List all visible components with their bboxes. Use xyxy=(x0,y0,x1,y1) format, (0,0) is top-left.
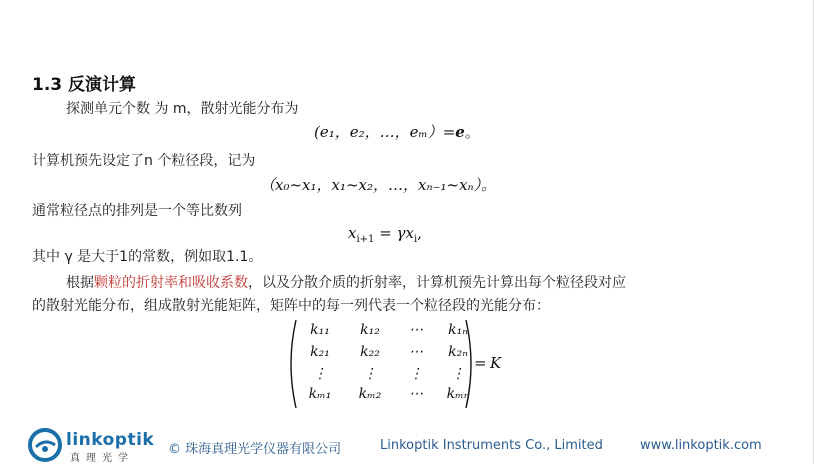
matrix-cell: ⋯ xyxy=(409,322,423,338)
matrix-cell: ⋮ xyxy=(313,366,327,382)
matrix-cell: k₁₂ xyxy=(360,322,380,338)
matrix-cell: k₂₂ xyxy=(360,344,380,360)
brand-subtitle: 真理光学 xyxy=(70,453,134,464)
energy-vector-end: 。 xyxy=(464,123,480,141)
paragraph-detector-count: 探测单元个数 为 m，散射光能分布为 xyxy=(66,101,299,117)
matrix-cell: ⋯ xyxy=(409,386,423,402)
paragraph-gamma: 其中 γ 是大于1的常数，例如取1.1。 xyxy=(32,249,263,265)
paragraph-size-bins: 计算机预先设定了n 个粒径段，记为 xyxy=(32,153,256,169)
paragraph-refractive xyxy=(66,272,626,292)
geometric-lhs-sub: i+1 xyxy=(356,234,375,245)
brand-name: linkoptik xyxy=(66,430,155,450)
paragraph-matrix-intro: 的散射光能分布，组成散射光能矩阵，矩阵中的每一列代表一个粒径段的光能分布： xyxy=(32,298,550,314)
energy-vector-text: (e₁，e₂，…，eₘ）= xyxy=(314,123,456,141)
equation-geometric xyxy=(348,224,422,245)
geometric-end: , xyxy=(417,224,422,242)
geometric-lhs: x xyxy=(348,224,357,242)
energy-vector-symbol: e xyxy=(455,123,465,141)
matrix-cell: k₂₁ xyxy=(310,344,330,360)
matrix-cell: kₘ₁ xyxy=(308,386,332,402)
equation-size-bins: （x₀~x₁，x₁~x₂，…，xₙ₋₁~xₙ）。 xyxy=(260,176,497,194)
refractive-prefix: 根据 xyxy=(66,275,94,291)
matrix-cell: kₘ₂ xyxy=(358,386,382,402)
paragraph-geometric-series: 通常粒径点的排列是一个等比数列 xyxy=(32,203,242,219)
matrix-symbol: K xyxy=(490,354,502,372)
section-title: 1.3 反演计算 xyxy=(32,75,137,95)
matrix-cell: ⋮ xyxy=(363,366,377,382)
matrix-cell: k₁₁ xyxy=(310,322,330,338)
matrix-cell: ⋮ xyxy=(451,366,465,382)
linkoptik-logo-icon xyxy=(28,428,62,462)
footer xyxy=(0,428,814,464)
geometric-rhs-sub: i xyxy=(413,234,418,245)
copyright: © 珠海真理光学仪器有限公司 xyxy=(168,442,342,457)
website-link[interactable]: www.linkoptik.com xyxy=(640,438,762,453)
matrix-cell: ⋮ xyxy=(409,366,423,382)
matrix-cell: k₁ₙ xyxy=(448,322,468,338)
equation-energy-vector xyxy=(314,121,480,142)
company-name: Linkoptik Instruments Co., Limited xyxy=(380,438,603,453)
matrix-cell: k₂ₙ xyxy=(448,344,468,360)
refractive-suffix: ，以及分散介质的折射率，计算机预先计算出每个粒径段对应 xyxy=(248,275,626,291)
refractive-highlight: 颗粒的折射率和吸收系数 xyxy=(94,275,248,291)
scattering-matrix xyxy=(286,318,514,410)
geometric-eq: = γx xyxy=(374,224,414,242)
matrix-cell: kₘₙ xyxy=(446,386,470,402)
matrix-cell: ⋯ xyxy=(409,344,423,360)
matrix-equals: = xyxy=(474,354,487,372)
